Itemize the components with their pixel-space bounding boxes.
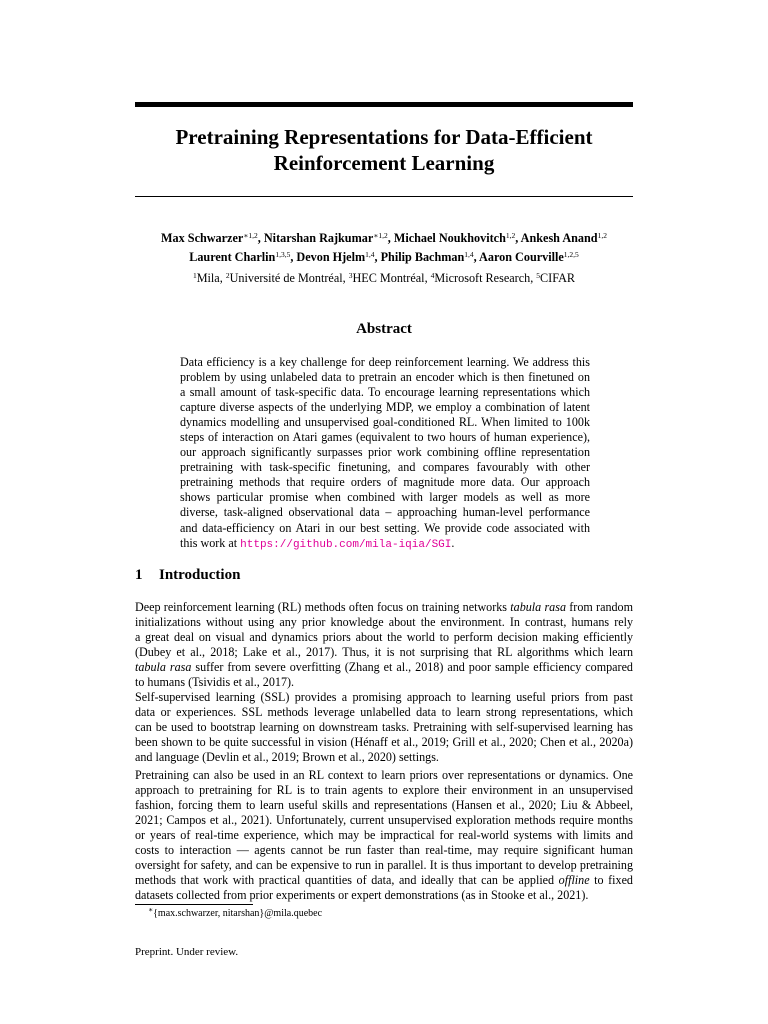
author-affiliation-marker: 1,2,5 [563,250,579,259]
author-affiliation-marker: ∗1,2 [373,231,388,240]
paragraph-line [135,888,633,903]
author-affiliation-marker: 1,3,5 [275,250,291,259]
paragraph-line [135,615,633,630]
affiliation-name: Mila [196,271,220,285]
author-affiliation-marker: ∗1,2 [243,231,258,240]
intro-paragraph [135,768,633,903]
abstract-line: our approach significantly surpasses prior work combining offline representation [180,445,590,460]
author [521,231,607,245]
author [161,231,258,245]
paragraph-line [135,873,633,888]
italic-term: offline [558,873,590,888]
text-fragment: Self-supervised learning (SSL) provides a promising approach to learning useful priors from past [135,690,633,704]
author [189,250,290,264]
abstract-line: pretraining methods that require orders of magnitude more data. Our approach [180,475,590,490]
affiliation-name: Université de Montréal [229,271,343,285]
text-fragment: 2021; Campos et al., 2021). Unfortunately, current unsupervised exploration methods require months [135,813,633,828]
italic-term: tabula rasa [510,600,566,614]
footnote-marker: ∗ [148,905,154,914]
paragraph-line [135,798,633,813]
abstract-text [180,355,590,553]
title-bottom-rule [135,196,633,197]
paragraph-line [135,720,633,735]
author-name: Aaron Courville [479,250,564,264]
paper-title [135,124,633,176]
text-fragment: can be used to bootstrap learning on downstream tasks. Pretraining with self-supervised learning has [135,720,633,735]
author-list [120,229,648,267]
abstract-line: and data-efficiency on Atari in our best setting. We provide code associated with [180,520,590,535]
affiliation-name: Microsoft Research [434,271,531,285]
title-line: Pretraining Representations for Data-Efficient [175,125,593,149]
paragraph-line [135,858,633,873]
author-name: Laurent Charlin [189,250,276,264]
text-fragment: been shown to be quite successful in vision (Hénaff et al., 2019; Grill et al., 2020; Chen et al., 2020a) [135,735,633,750]
affiliation-marker: 3 [348,271,353,280]
abstract-text-fragment: this work at [180,535,241,550]
footnote-text: {max.schwarzer, nitarshan}@mila.quebec [153,908,323,919]
text-fragment: suffer from severe overfitting (Zhang et al., 2018) and poor sample efficiency compared [191,660,633,675]
author-affiliation-marker: 1,2 [505,231,516,240]
author-affiliation-marker: 1,4 [464,250,474,259]
paragraph-line [135,690,633,705]
paragraph-line [135,750,633,765]
affiliations: $^1$Mila, $^2$Université de Montréal, $^3$HEC Montréal, $^4$Microsoft Research, $^5$CIFAR [192,271,576,285]
abstract-text-fragment: . [451,535,455,550]
author-affiliation-marker: 1,4 [365,250,375,259]
abstract-line [180,536,590,553]
author [479,250,579,264]
text-fragment: datasets collected from prior experiments or expert demonstrations (as in Stooke et al., 2021). [135,888,589,903]
abstract-line: Data efficiency is a key challenge for deep reinforcement learning. We address this [180,355,590,369]
section-title: Introduction [159,567,241,583]
text-fragment: data or experiences. SSL methods leverage unlabelled data to learn strong representations, which [135,705,633,720]
paragraph-line [135,843,633,858]
text-fragment: methods that work with practical quantities of data, and ideally that can be applied [135,873,559,888]
affiliation-marker: 5 [536,271,541,280]
intro-paragraph [135,600,633,690]
author-affiliation-marker: 1,2 [597,231,607,240]
author-name: Max Schwarzer [161,231,244,245]
text-fragment: fashion, forcing them to learn useful skills and representations (Hansen et al., 2020; Liu & Abbeel, [135,798,633,813]
abstract-line: dynamics modelling and unsupervised goal-conditioned RL. When limited to 100k [180,415,590,430]
paragraph-line [135,735,633,750]
text-fragment: Pretraining can also be used in an RL context to learn priors over representations or dynamics. One [135,768,633,782]
paragraph-line [135,630,633,645]
paragraph-line [135,645,633,660]
text-fragment: initializations without using any prior knowledge about the environment. In contrast, humans rely [135,615,633,630]
abstract-line: pretraining with task-specific finetuning, and compares favourably with other [180,460,590,475]
intro-paragraph [135,690,633,765]
footnote [148,905,323,919]
text-fragment: from random [566,600,634,614]
author [394,231,515,245]
text-fragment: and language (Devlin et al., 2019; Brown et al., 2020) settings. [135,750,439,765]
title-line: Reinforcement Learning [273,151,495,175]
author-name: Michael Noukhovitch [393,231,506,245]
abstract-line: capture diverse aspects of the underlying MDP, we employ a combination of latent [180,400,590,415]
text-fragment: approach to pretraining for RL is to train agents to explore their environment in an unsupervised [135,783,633,798]
author [381,250,474,264]
text-fragment: costs to interaction — agents cannot be run faster than real-time, may require significant human [135,843,633,858]
section-heading [135,567,240,584]
affiliation-name: HEC Montréal [352,271,425,285]
text-fragment: Deep reinforcement learning (RL) methods often focus on training networks [135,600,511,614]
author [264,231,388,245]
title-top-rule [135,102,633,107]
text-fragment: to humans (Tsividis et al., 2017). [135,675,295,690]
paragraph-line [135,768,633,783]
text-fragment: to fixed [589,873,633,888]
paragraph-line [135,600,633,615]
abstract-line: a small amount of task-specific data. To encourage learning representations which [180,385,590,400]
author-name: Devon Hjelm [296,250,366,264]
paragraph-line [135,828,633,843]
affiliation-marker: 4 [430,271,435,280]
author-line: Laurent Charlin$^{1,3,5}$, Devon Hjelm$^{1,4}$, Philip Bachman$^{1,4}$, Aaron Courville$^{1,2,5}$ [189,250,579,264]
affiliation-marker: 2 [225,271,230,280]
text-fragment: (Dubey et al., 2018; Lake et al., 2017). Thus, it is not surprising that RL algorithms which learn [135,645,633,660]
abstract-line: diverse, task-aligned observational data – approaching human-level performance [180,505,590,520]
author-name: Philip Bachman [380,250,465,264]
section-number: 1 [135,567,143,583]
abstract-line: problem by using unlabeled data to pretrain an encoder which is then finetuned on [180,370,590,385]
paragraph-line [135,813,633,828]
abstract-heading: Abstract [356,321,412,337]
paragraph-line [135,675,633,690]
author-line: Max Schwarzer$^{∗1,2}$, Nitarshan Rajkumar$^{∗1,2}$, Michael Noukhovitch$^{1,2}$, Ankesh Anand$^{1,2}$ [161,231,607,245]
author-name: Ankesh Anand [520,231,598,245]
affiliation-name: CIFAR [540,271,576,285]
text-fragment: oversight for safety, and can be expensive to run in parallel. It is thus important to develop pretraining [135,858,633,873]
code-link[interactable]: https://github.com/mila-iqia/SGI [240,538,452,551]
text-fragment: or years of real-time experience, which may be impractical for real-world systems with limits and [135,828,633,843]
author [296,250,374,264]
footer-note: Preprint. Under review. [135,946,239,958]
author-name: Nitarshan Rajkumar [263,231,374,245]
abstract-line: shows particular promise when combined with larger models as well as more [180,490,590,505]
affiliation-marker: 1 [192,271,197,280]
paragraph-line [135,660,633,675]
text-fragment: a great deal on visual and dynamics priors about the world to perform decision making efficiently [135,630,633,645]
italic-term: tabula rasa [135,660,192,675]
paragraph-line [135,783,633,798]
abstract-line: steps of interaction on Atari games (equivalent to two hours of human experience), [180,430,590,445]
paragraph-line [135,705,633,720]
